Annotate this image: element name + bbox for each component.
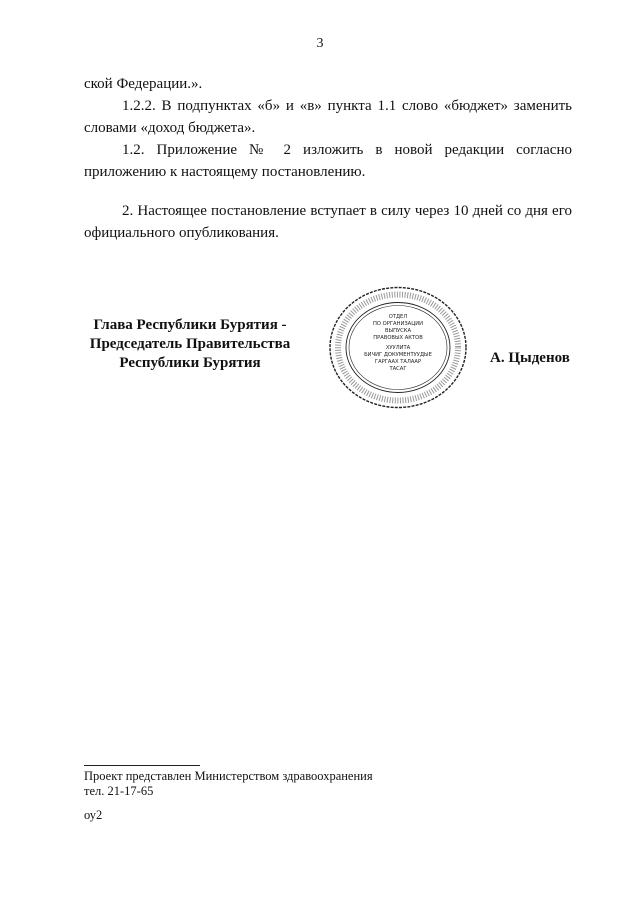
- official-seal: [328, 285, 468, 410]
- signature-title: [70, 316, 310, 373]
- seal-line-4: ПРАВОВЫХ АКТОВ: [373, 335, 423, 341]
- seal-line-2: ПО ОРГАНИЗАЦИИ: [372, 321, 424, 327]
- footer-code: оу2: [84, 808, 103, 822]
- seal-line-1: ОТДЕЛ: [388, 314, 408, 320]
- paragraph-1-2-2: 1.2.2. В подпунктах «б» и «в» пункта 1.1 слово «бюджет» заменить словами «доход бюджета».: [84, 98, 572, 136]
- seal-line-6: БИЧИГ ДОКУМЕНТУУДЫЕ: [364, 352, 432, 358]
- seal-line-7: ГАРГААХ ТАЛААР: [374, 359, 422, 365]
- paragraph-2: 2. Настоящее постановление вступает в силу через 10 дней со дня его официального опубликования.: [84, 203, 572, 241]
- signature-title-line-2: Председатель Правительства: [89, 336, 291, 352]
- paragraph-continuation: ской Федерации.».: [84, 76, 203, 92]
- footnote-line-1: Проект представлен Министерством здравоохранения: [84, 769, 373, 783]
- signature-title-line-1: Глава Республики Бурятия -: [93, 317, 287, 333]
- signature-title-line-3: Республики Бурятия: [119, 355, 261, 371]
- footnote-divider: [84, 765, 200, 766]
- seal-center-text: [364, 314, 432, 372]
- paragraph-1-2: 1.2. Приложение № 2 изложить в новой редакции согласно приложению к настоящему постановлению.: [84, 142, 572, 180]
- signer-name: А. Цыденов: [490, 350, 570, 366]
- footnote: [84, 769, 373, 799]
- footnote-line-2: тел. 21-17-65: [84, 784, 154, 798]
- seal-line-3: ВЫПУСКА: [384, 328, 412, 334]
- seal-line-8: ТАСАГ: [389, 366, 407, 372]
- page-number: 3: [316, 36, 324, 51]
- seal-line-5: ХУУЛИТА: [385, 345, 411, 351]
- document-body: [84, 73, 572, 244]
